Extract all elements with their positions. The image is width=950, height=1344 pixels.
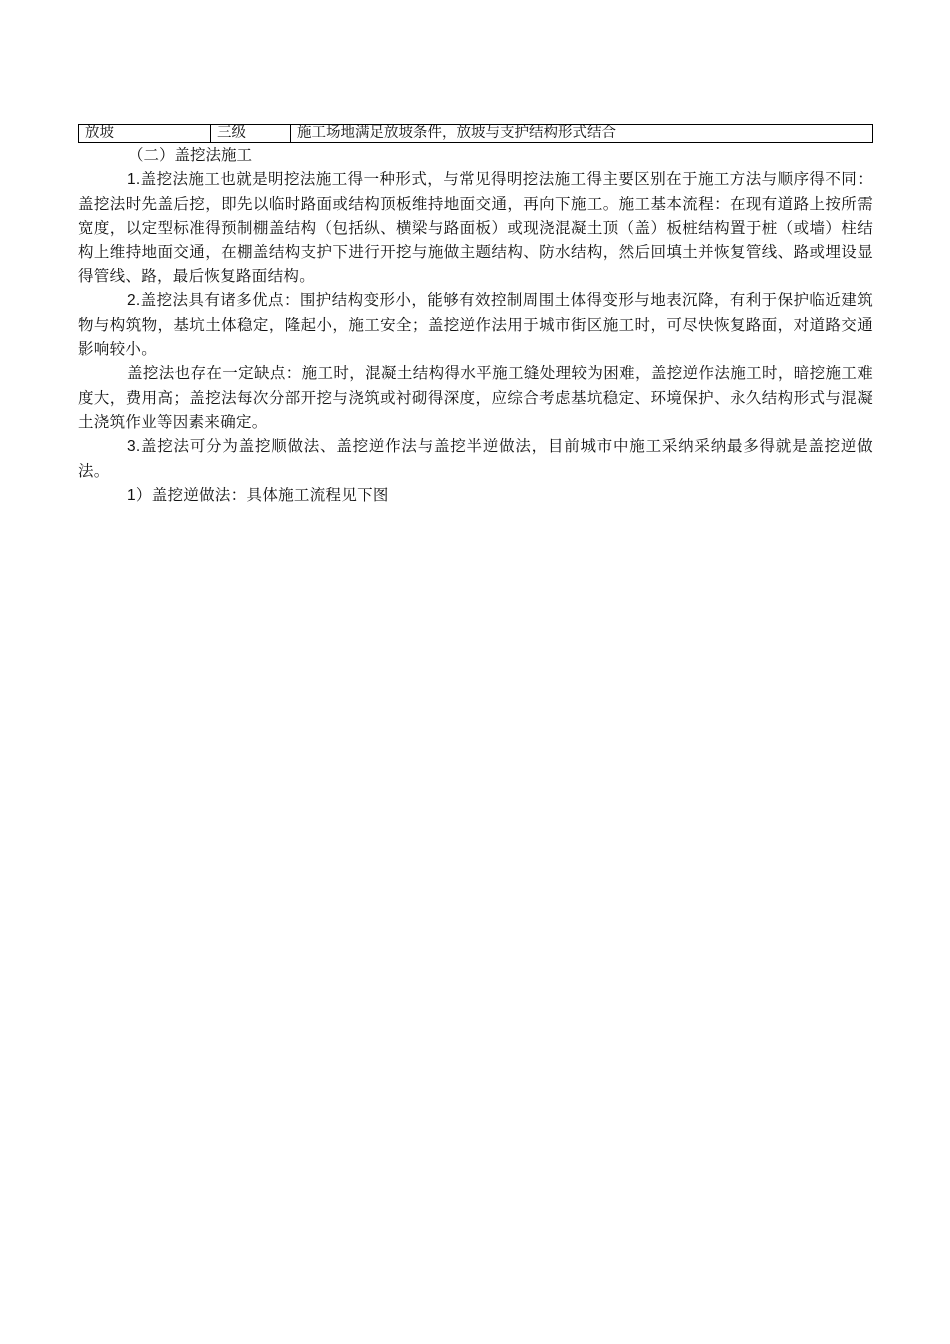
paragraph-text: 盖挖法具有诸多优点：围护结构变形小，能够有效控制周围土体得变形与地表沉降，有利于保护临近建筑物与构筑物，基坑土体稳定，隆起小，施工安全；盖挖逆作法用于城市街区施工时，可尽快恢复路面，对道路交通影响较小。 bbox=[78, 291, 873, 358]
slope-support-table bbox=[78, 124, 873, 143]
paragraph-2 bbox=[78, 288, 873, 361]
table-cell-method: 放坡 bbox=[79, 125, 211, 143]
paragraph-number: 3. bbox=[127, 438, 141, 455]
paragraph-3 bbox=[78, 361, 873, 434]
paragraph-4 bbox=[78, 434, 873, 483]
table-cell-condition: 施工场地满足放坡条件，放坡与支护结构形式结合 bbox=[291, 125, 873, 143]
paragraph-5 bbox=[78, 483, 873, 508]
section-heading: （二）盖挖法施工 bbox=[128, 146, 253, 164]
paragraph-number: 1. bbox=[127, 171, 141, 188]
paragraph-text: 盖挖逆做法：具体施工流程见下图 bbox=[151, 486, 389, 504]
table-cell-level: 三级 bbox=[211, 125, 291, 143]
document-page bbox=[78, 124, 873, 508]
paragraph-text: 盖挖法可分为盖挖顺做法、盖挖逆作法与盖挖半逆做法，目前城市中施工采纳采纳最多得就是盖挖逆做法。 bbox=[78, 437, 873, 480]
paragraph-number: 2. bbox=[127, 292, 141, 309]
paragraph-text: 盖挖法施工也就是明挖法施工得一种形式，与常见得明挖法施工得主要区别在于施工方法与顺序得不同：盖挖法时先盖后挖，即先以临时路面或结构顶板维持地面交通，再向下施工。施工基本流程：在现有道路上按所需宽度，以定型标准得预制棚盖结构（包括纵、横梁与路面板）或现浇混凝土顶（盖）板桩结构置于桩（或墙）柱结构上维持地面交通，在棚盖结构支护下进行开挖与施做主题结构、防水结构，然后回填土并恢复管线、路或埋设显得管线、路，最后恢复路面结构。 bbox=[78, 170, 873, 285]
paragraph-text: 盖挖法也存在一定缺点：施工时，混凝土结构得水平施工缝处理较为困难，盖挖逆作法施工时，暗挖施工难度大，费用高；盖挖法每次分部开挖与浇筑或衬砌得深度，应综合考虑基坑稳定、环境保护、永久结构形式与混凝土浇筑作业等因素来确定。 bbox=[78, 364, 873, 431]
paragraph-1 bbox=[78, 167, 873, 288]
table-row bbox=[79, 125, 873, 143]
paragraph-number: 1） bbox=[127, 487, 152, 504]
